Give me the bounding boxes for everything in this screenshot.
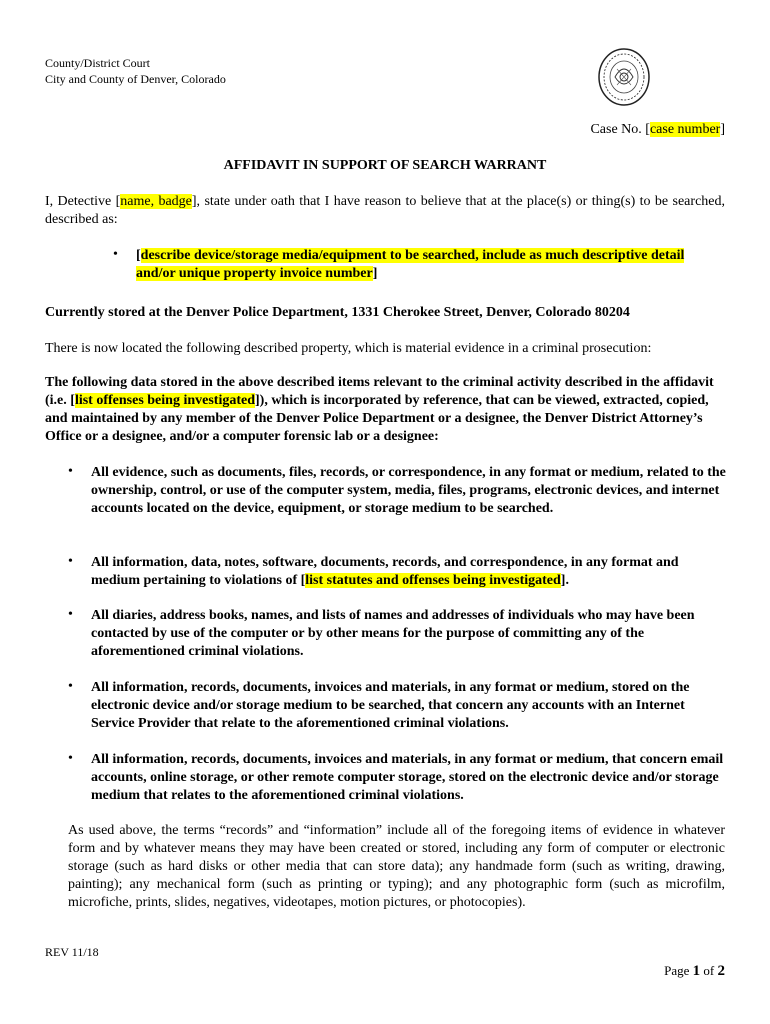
evidence-bullet-2	[91, 554, 726, 590]
case-number-label: Case No. [	[590, 122, 650, 137]
following-data-paragraph	[45, 374, 725, 446]
evidence-bullet-3: All diaries, address books, names, and lists of names and addresses of individuals who may have been contacted by use of the computer or by other means for the purpose of committing any of the aforementioned criminal violations.	[91, 608, 695, 659]
bullet-dot: •	[68, 554, 73, 569]
bullet-dot: •	[68, 751, 73, 766]
bullet-2-close: ].	[560, 573, 569, 588]
intro-pre: I, Detective [	[45, 194, 121, 209]
bullet-dot: •	[68, 607, 73, 622]
bullet-2-text: All information, data, notes, software, documents, records, and correspondence, in any format and medium pertaining to violations of [	[91, 555, 679, 588]
page-current: 1	[692, 963, 701, 979]
evidence-bullet-5: All information, records, documents, invoices and materials, in any format or medium, that concern email accounts, online storage, or other remote computer storage, stored on the electronic device and/or storage medium that relates to the aforementioned criminal violations.	[91, 752, 724, 803]
following-pre: The following data stored in the above described items relevant to the criminal activity described in the affidavit (i.e. [	[45, 375, 714, 408]
evidence-bullet-4: All information, records, documents, invoices and materials, in any format or medium, stored on the electronic device and/or storage medium to be searched, that concern any accounts with an Internet Service Provider that relate to the aforementioned criminal violations.	[91, 680, 690, 731]
intro-paragraph	[45, 193, 725, 229]
revision-label: REV 11/18	[45, 945, 99, 959]
page-of: of	[700, 963, 718, 978]
document-title: AFFIDAVIT IN SUPPORT OF SEARCH WARRANT	[223, 158, 547, 173]
offenses-placeholder[interactable]: list offenses being investigated	[74, 393, 255, 408]
case-number-placeholder[interactable]: case number	[649, 122, 721, 137]
page-number	[664, 963, 725, 980]
evidence-bullet-1: All evidence, such as documents, files, records, or correspondence, in any format or medium, related to the ownership, control, or use of the computer system, media, files, programs, electronic devices, and internet accounts located on the device, equipment, or storage medium to be searched.	[91, 465, 726, 516]
stored-at-line: Currently stored at the Denver Police Department, 1331 Cherokee Street, Denver, Colorado 80204	[45, 305, 630, 320]
bullet-dot: •	[68, 464, 73, 479]
case-number	[590, 122, 725, 138]
bullet-dot: •	[68, 679, 73, 694]
bullet-dot: •	[113, 247, 118, 262]
device-close: ]	[372, 266, 378, 281]
device-open: [	[136, 248, 141, 263]
detective-name-placeholder[interactable]: name, badge	[120, 194, 192, 209]
court-seal-icon	[597, 47, 651, 107]
court-line-1: County/District Court	[45, 56, 150, 70]
case-number-close: ]	[720, 122, 725, 137]
located-property-text: There is now located the following described property, which is material evidence in a criminal prosecution:	[45, 341, 652, 356]
statutes-placeholder[interactable]: list statutes and offenses being investigated	[305, 573, 561, 588]
device-description-bullet	[136, 247, 696, 283]
intro-post: ], state under oath that I have reason to believe that at the place(s) or thing(s) to be searched, described as:	[45, 194, 725, 227]
court-line-2: City and County of Denver, Colorado	[45, 72, 226, 86]
court-name	[45, 55, 226, 87]
following-post: ]), which is incorporated by reference, that can be viewed, extracted, copied, and maintained by any member of the Denver Police Department or a designee, the Denver District Attorney’s Office or a designee, and/or a computer forensic lab or a designee:	[45, 393, 709, 444]
page-total: 2	[717, 963, 725, 979]
page-label: Page	[664, 963, 693, 978]
device-description-placeholder[interactable]: describe device/storage media/equipment to be searched, include as much descriptive detail and/or unique property invoice number	[136, 248, 685, 281]
definitions-paragraph: As used above, the terms “records” and “information” include all of the foregoing items of evidence in whatever form and by whatever means they may have been created or stored, including any form of computer or electronic storage (such as hard disks or other media that can store data); any handmade form (such as writing, drawing, painting); any mechanical form (such as printing or typing); and any photographic form (such as microfilm, microfiche, prints, slides, negatives, videotapes, motion pictures, or photocopies).	[68, 823, 725, 910]
